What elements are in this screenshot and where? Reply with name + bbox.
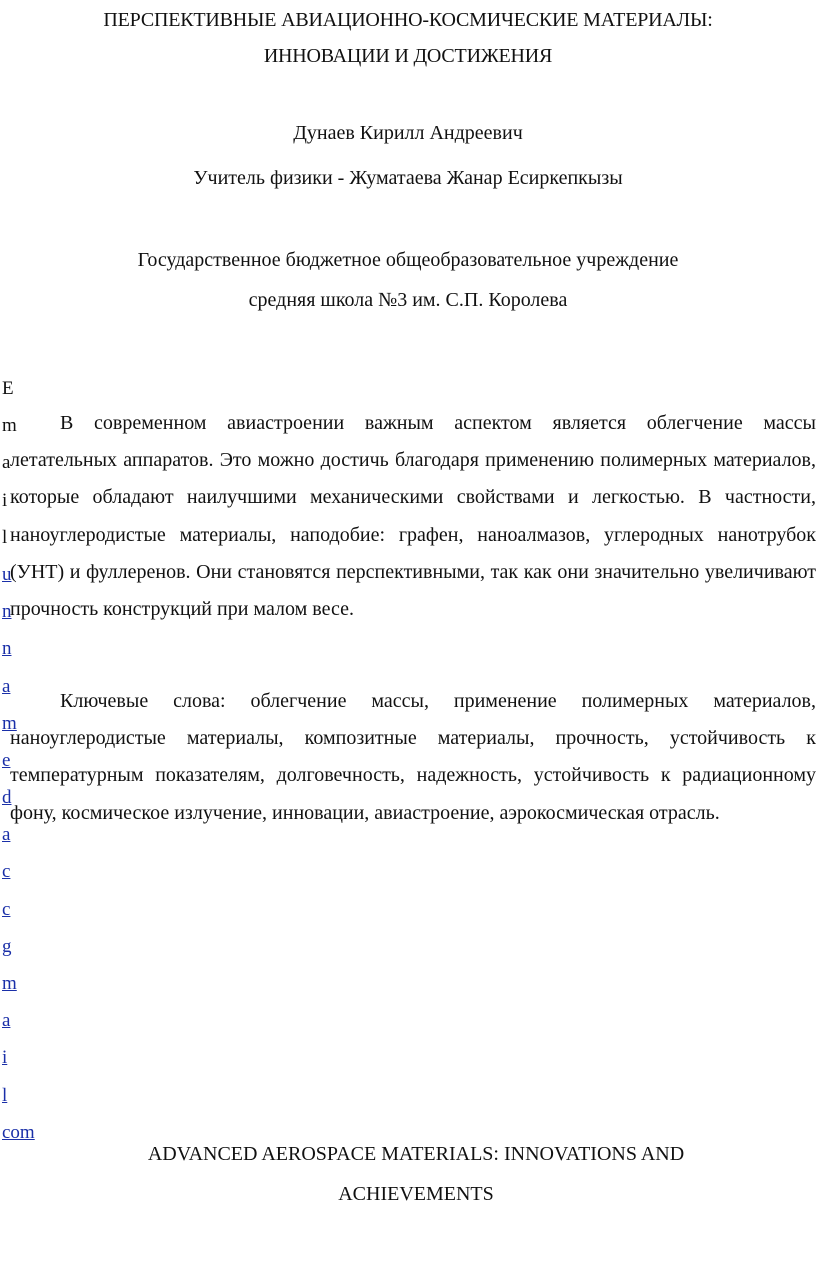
email-letter: m [2,415,17,437]
email-link-letter[interactable]: m [2,973,17,994]
email-letter: l [2,526,8,548]
email-link-letter[interactable]: a [2,824,11,846]
keywords-paragraph: Ключевые слова: облегчение массы, применение полимерных материалов, наноуглеродистые материалы, композитные материалы, прочность, устойчивость к температурным показателям, долговечность, надежность, устойчивость к радиационному фону, космическое излучение, инновации, авиастроение, аэрокосмическая отрасль. [10,690,816,824]
title-en-line1: ADVANCED AEROSPACE MATERIALS: INNOVATIONS AND [147,1143,685,1165]
email-link-letter[interactable]: g [2,935,12,957]
institution-line2: средняя школа №3 им. С.П. Королева [248,289,568,311]
email-link-letter[interactable]: c [2,898,11,920]
email-link-letter[interactable]: n [2,601,12,623]
title-ru-line2: ИННОВАЦИИ И ДОСТИЖЕНИЯ [263,45,553,67]
email-link-letter[interactable]: d [2,787,12,809]
title-en-line2: ACHIEVEMENTS [338,1183,494,1205]
email-letter: i [2,489,8,511]
email-link-letter[interactable]: u [2,563,12,585]
institution-line1: Государственное бюджетное общеобразовательное учреждение [137,249,679,271]
email-link-letter[interactable]: i [2,1047,8,1069]
email-letter: a [2,452,11,474]
email-link-letter[interactable]: m [2,712,17,734]
abstract-paragraph: В современном авиастроении важным аспектом является облегчение массы летательных аппаратов. Это можно достичь благодаря применению полимерных материалов, которые обладают наилучшими механическими свойствами и легкостью. В частности, наноуглеродистые материалы, наподобие: графен, наноалмазов, углеродных нанотрубок (УНТ) и фуллеренов. Они становятся перспективными, так как они значительно увеличивают прочность конструкций при малом весе. [10,412,816,621]
email-letter: E [2,378,14,399]
email-link-letter[interactable]: n [2,638,12,660]
title-ru-line1: ПЕРСПЕКТИВНЫЕ АВИАЦИОННО-КОСМИЧЕСКИЕ МАТЕРИАЛЫ: [103,9,713,31]
teacher-name: Учитель физики - Жуматаева Жанар Есиркепкызы [193,167,623,189]
email-link-letter[interactable]: e [2,749,11,771]
email-link-letter[interactable]: a [2,675,11,697]
email-link-letter[interactable]: c [2,861,11,883]
author-name: Дунаев Кирилл Андреевич [293,122,523,144]
email-link-letter[interactable]: a [2,1010,11,1032]
email-link-letter[interactable]: com [2,1121,35,1143]
email-link-letter[interactable]: l [2,1084,8,1106]
